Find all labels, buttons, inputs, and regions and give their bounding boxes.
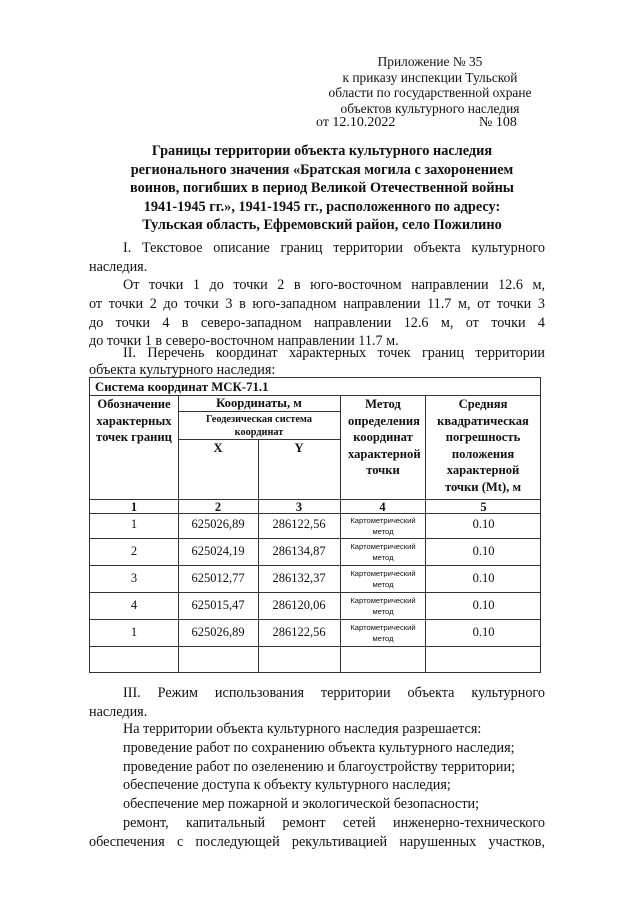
table-rule — [90, 565, 540, 566]
method-cell: Картометрический метод — [350, 542, 416, 562]
title-line: Тульская область, Ефремовский район, село Пожилино — [142, 217, 502, 234]
accuracy-header: Средняя квадратическая погрешность положения характерной точки (Mt), м — [437, 397, 529, 494]
x-coordinate-cell: 625015,47 — [191, 598, 245, 612]
allowed-item: проведение работ по сохранению объекта культурного наследия; — [123, 739, 515, 756]
accuracy-cell: 0.10 — [472, 544, 495, 558]
section-1-heading — [89, 239, 545, 277]
text-line: до точки 4 в северо-западном направлении 12.6 м, от точки 4 — [89, 314, 545, 331]
accuracy-cell: 0.10 — [472, 571, 495, 585]
accuracy-cell: 0.10 — [472, 517, 495, 531]
appendix-line: к приказу инспекции Тульской — [342, 69, 518, 85]
table-rule — [90, 646, 540, 647]
accuracy-cell: 0.10 — [472, 598, 495, 612]
allowed-item: ремонт, капитальный ремонт сетей инженерно-технического — [123, 814, 545, 831]
point-number-cell: 1 — [130, 625, 138, 639]
table-rule — [90, 619, 540, 620]
text-line: От точки 1 до точки 2 в юго-восточном направлении 12.6 м, — [123, 277, 545, 293]
text-line: наследия. — [89, 703, 148, 720]
method-header: Метод определения координат характерной точки — [348, 397, 421, 478]
text-line: объекта культурного наследия: — [89, 362, 276, 378]
document-title — [82, 142, 562, 235]
appendix-header — [300, 54, 560, 116]
allowed-item: проведение работ по озеленению и благоустройству территории; — [123, 758, 516, 775]
title-line: воинов, погибших в период Великой Отечественной войны — [130, 180, 514, 197]
coordinate-system-caption: Система координат МСК-71.1 — [95, 380, 269, 394]
table-rule — [90, 538, 540, 539]
allowed-item: обеспечение мер пожарной и экологической безопасности; — [123, 796, 480, 813]
method-cell: Картометрический метод — [350, 623, 416, 643]
y-coordinate-cell: 286122,56 — [272, 625, 326, 639]
table-rule — [340, 395, 341, 672]
column-number: 5 — [480, 500, 487, 514]
column-number: 3 — [295, 500, 303, 514]
section-2-heading — [89, 345, 545, 379]
coordinates-header: Координаты, м — [216, 396, 302, 410]
point-number-cell: 3 — [130, 571, 138, 585]
column-number: 4 — [379, 500, 386, 514]
point-number-cell: 1 — [130, 517, 138, 531]
order-date: от 12.10.2022 — [316, 115, 396, 130]
point-number-cell: 4 — [130, 598, 138, 612]
coordinates-table — [89, 377, 541, 673]
allowed-item: обеспечение доступа к объекту культурного наследия; — [123, 777, 451, 794]
x-header: X — [213, 441, 223, 455]
allowed-item: обеспечения с последующей рекультивацией нарушенных участков, — [89, 833, 545, 850]
appendix-line: области по государственной охране — [328, 85, 532, 100]
y-coordinate-cell: 286120,06 — [272, 598, 326, 612]
geodetic-system-header: Геодезическая система координат — [206, 414, 312, 438]
text-line: до точки 1 в северо-восточном направлении 11.7 м. — [89, 333, 399, 350]
point-designation-header: Обозначение характерных точек границ — [96, 397, 172, 445]
x-coordinate-cell: 625026,89 — [191, 625, 245, 639]
method-cell: Картометрический метод — [350, 569, 416, 589]
text-line: III. Режим использования территории объекта культурного — [123, 685, 545, 701]
method-cell: Картометрический метод — [350, 596, 416, 616]
appendix-line: объектов культурного наследия — [340, 100, 520, 116]
method-cell: Картометрический метод — [350, 516, 416, 536]
x-coordinate-cell: 625012,77 — [191, 571, 245, 585]
table-rule — [90, 592, 540, 593]
y-coordinate-cell: 286132,37 — [272, 571, 326, 585]
text-line: II. Перечень координат характерных точек границ территории — [123, 345, 545, 361]
section-3-heading — [89, 684, 545, 722]
y-coordinate-cell: 286134,87 — [272, 544, 326, 558]
y-coordinate-cell: 286122,56 — [272, 517, 326, 531]
x-coordinate-cell: 625026,89 — [191, 517, 245, 531]
boundary-description — [89, 276, 545, 351]
accuracy-cell: 0.10 — [472, 625, 495, 639]
title-line: Границы территории объекта культурного наследия — [151, 143, 493, 159]
title-line: 1941-1945 гг.», 1941-1945 гг., расположенного по адресу: — [143, 198, 501, 215]
appendix-line: Приложение № 35 — [377, 54, 483, 69]
allowed-intro: На территории объекта культурного наследия разрешается: — [123, 721, 482, 737]
text-line: I. Текстовое описание границ территории объекта культурного — [123, 240, 545, 256]
point-number-cell: 2 — [130, 544, 138, 558]
text-line: наследия. — [89, 258, 148, 275]
title-line: регионального значения «Братская могила с захоронением — [130, 161, 514, 178]
order-date-line — [316, 115, 517, 131]
x-coordinate-cell: 625024,19 — [191, 544, 245, 558]
allowed-activities — [89, 720, 545, 852]
order-number: № 108 — [479, 115, 517, 130]
y-header: Y — [294, 441, 304, 455]
text-line: от точки 2 до точки 3 в юго-западном направлении 11.7 м, от точки 3 — [89, 295, 545, 312]
column-number: 1 — [130, 500, 138, 514]
column-number: 2 — [214, 500, 222, 514]
